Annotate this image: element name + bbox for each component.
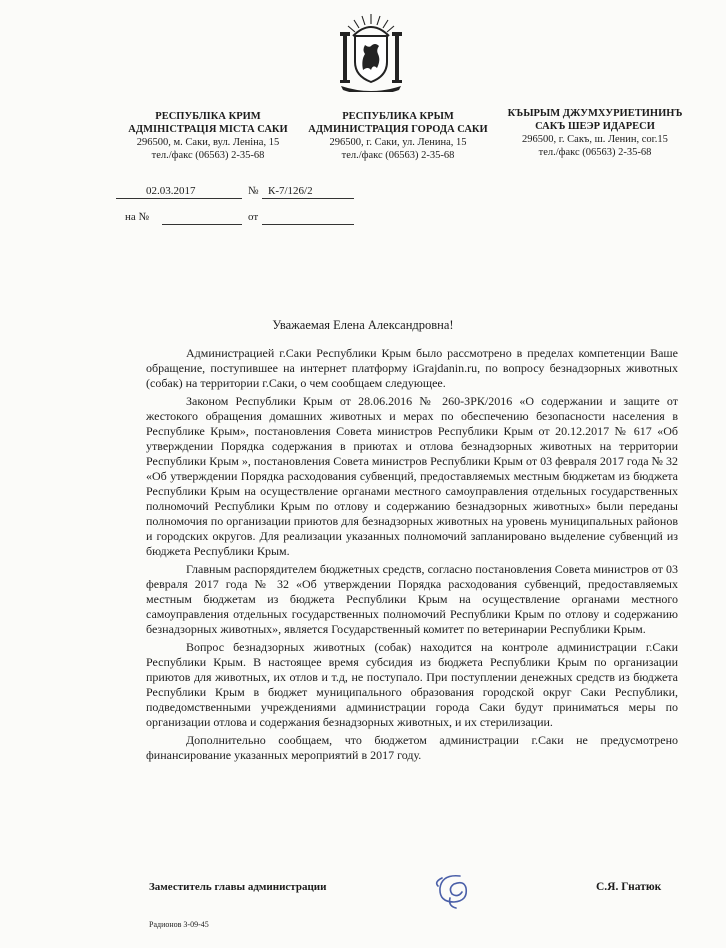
number-underline	[262, 198, 354, 199]
signatory-name: С.Я. Гнатюк	[596, 881, 662, 893]
header-ru-administration: АДМИНИСТРАЦИЯ ГОРОДА САКИ	[308, 124, 488, 135]
reference-date-underline	[262, 224, 354, 225]
header-russian	[298, 110, 498, 162]
header-ct-administration: САКЪ ШЕЭР ИДАРЕСИ	[535, 121, 655, 132]
reference-underline	[162, 224, 242, 225]
paragraph: Законом Республики Крым от 28.06.2016 № 260-ЗРК/2016 «О содержании и защите от жестокого обращения домашних животных и мерах по обеспечению безопасности населения в Республике Крым», постановления Совета министров Республики Крым от 20.12.2017 № 617 «Об утверждении Порядка содержания в приютах и отлова безнадзорных животных на территории Республики Крым », постановления Совета министров Республики Крым от 03 февраля 2017 года № 32 «Об утверждении Порядка расходования субвенций, предоставляемых местным бюджетам из бюджета Республики Крым на осуществление органами местного самоуправления отдельных государственных полномочий Республики Крым по отлову и содержанию безнадзорных животных» были переданы полномочия по организации приютов для безнадзорных животных на уровень муниципальных районов и городских округов. Для реализации указанных полномочий запланировано выделение субвенций из бюджета Республики Крым.	[146, 394, 678, 558]
header-ct-address: 296500, г. Сакъ, ш. Ленин, сог.15	[522, 134, 668, 145]
header-ct-republic: КЪЫРЫМ ДЖУМХУРИЕТИНИНЪ	[507, 108, 683, 119]
header-ua-administration: АДМІНІСТРАЦІЯ МІСТА САКИ	[128, 124, 288, 135]
header-ua-address: 296500, м. Саки, вул. Леніна, 15	[136, 137, 280, 148]
header-ua-republic: РЕСПУБЛІКА КРИМ	[155, 111, 261, 122]
outgoing-number: К-7/126/2	[268, 185, 313, 197]
header-ua-phone: тел./факс (06563) 2-35-68	[151, 150, 265, 161]
paragraph: Дополнительно сообщаем, что бюджетом администрации г.Саки не предусмотрено финансирование указанных мероприятий в 2017 году.	[146, 733, 678, 762]
crimea-emblem-icon	[335, 10, 407, 92]
outgoing-date: 02.03.2017	[146, 185, 196, 197]
reference-from-label: от	[248, 211, 259, 223]
header-crimean-tatar	[495, 107, 695, 159]
reference-label: на №	[125, 211, 150, 223]
salutation: Уважаемая Елена Александровна!	[272, 318, 454, 332]
date-underline	[116, 198, 242, 199]
paragraph: Вопрос безнадзорных животных (собак) находится на контроле администрации г.Саки Республики Крым. В настоящее время субсидия из бюджета Республики Крым по организации приютов для животных, их отлов и т.д, не поступало. При поступлении денежных средств из бюджета Республики Крым в бюджет муниципального образования городской округ Саки Республики, подведомственными учреждениями администрации города Саки будут приниматься меры по организации отлова и содержания безнадзорных животных, и их стерилизации.	[146, 640, 678, 729]
outgoing-number-label: №	[248, 185, 259, 197]
header-ct-phone: тел./факс (06563) 2-35-68	[538, 147, 652, 158]
handwritten-signature-icon	[430, 868, 480, 910]
executor-note: Радионов 3-09-45	[149, 920, 209, 929]
paragraph: Администрацией г.Саки Республики Крым было рассмотрено в пределах компетенции Ваше обращение, поступившее на интернет платформу iGrajdanin.ru, по вопросу безнадзорных животных (собак) на территории г.Саки, о чем сообщаем следующее.	[146, 346, 678, 390]
signatory-title: Заместитель главы администрации	[149, 881, 327, 893]
letter-body	[146, 346, 678, 766]
header-ru-republic: РЕСПУБЛИКА КРЫМ	[342, 111, 454, 122]
header-ru-phone: тел./факс (06563) 2-35-68	[341, 150, 455, 161]
header-ukrainian	[108, 110, 308, 162]
paragraph: Главным распорядителем бюджетных средств, согласно постановления Совета министров от 03 февраля 2017 года № 32 «Об утверждении Порядка расходования субвенций, предоставляемых местным бюджетам из бюджета Республики Крым на осуществление органами местного самоуправления отдельных государственных полномочий Республики Крым по отлову и содержанию безнадзорных животных», является Государственный комитет по ветеринарии Республики Крым.	[146, 562, 678, 636]
header-ru-address: 296500, г. Саки, ул. Ленина, 15	[329, 137, 467, 148]
